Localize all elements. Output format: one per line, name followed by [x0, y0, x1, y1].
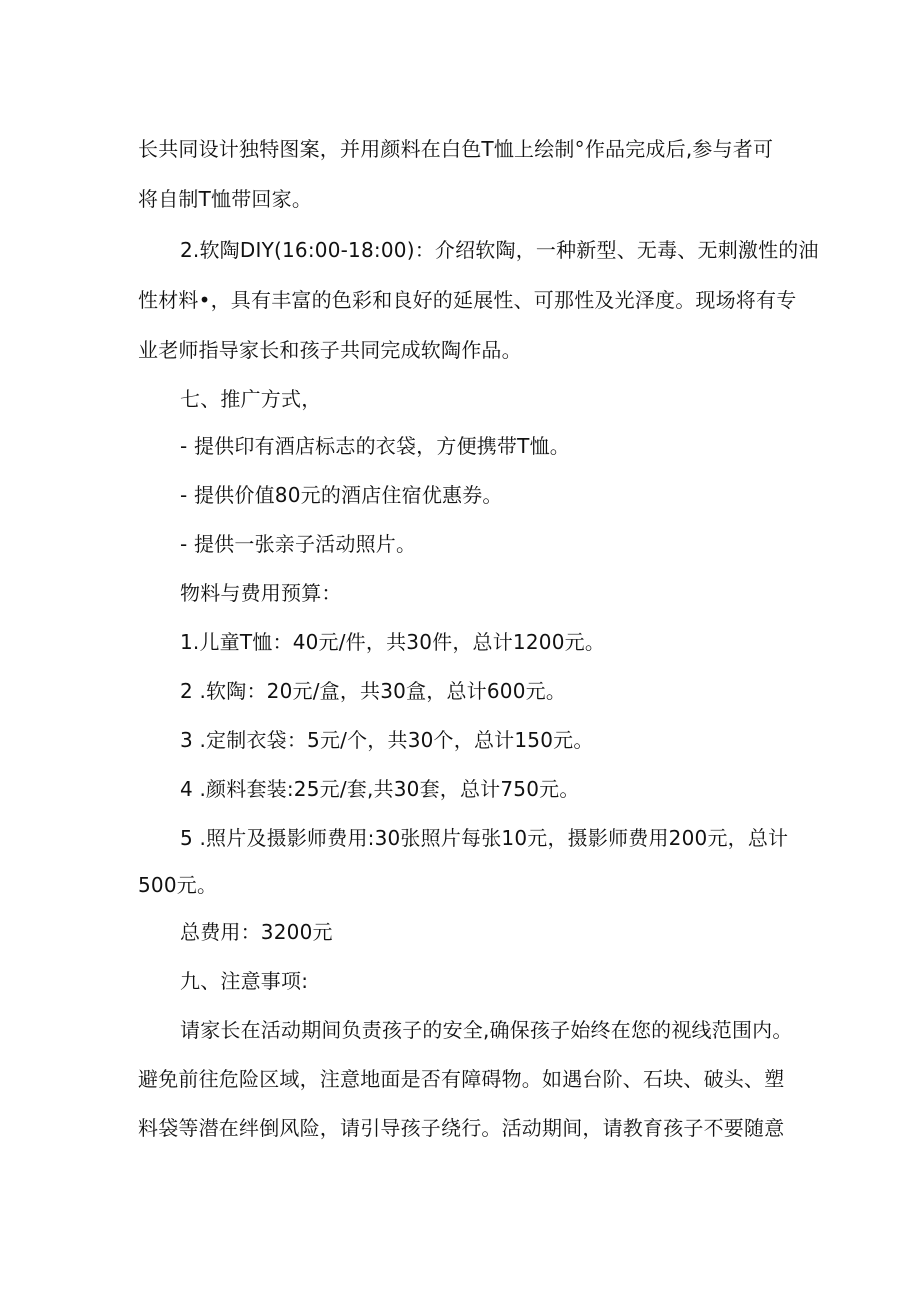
subheading-budget: 物料与费用预算： — [180, 581, 342, 605]
list-item: - 提供印有酒店标志的衣袋，方便携带T恤。 — [180, 434, 570, 458]
body-text-line: 性材料•，具有丰富的色彩和良好的延展性、可那性及光泽度。现场将有专 — [138, 288, 797, 312]
section-heading-notes: 九、注意事项: — [180, 969, 309, 993]
budget-item: 2 .软陶：20元/盒，共30盒，总计600元。 — [180, 679, 567, 703]
body-text-line: 500元。 — [138, 873, 218, 897]
list-item-clay-diy: 2.软陶DIY(16:00-18:00)：介绍软陶，一种新型、无毒、无刺激性的油 — [180, 238, 819, 262]
body-text-line: 避免前往危险区域，注意地面是否有障碍物。如遇台阶、石块、破头、塑 — [138, 1067, 785, 1091]
body-text-line: 长共同设计独特图案，并用颜料在白色T恤上绘制°作品完成后,参与者可 — [138, 137, 774, 161]
body-text-line: 请家长在活动期间负责孩子的安全,确保孩子始终在您的视线范围内。 — [180, 1018, 793, 1042]
budget-item: 5 .照片及摄影师费用:30张照片每张10元，摄影师费用200元，总计 — [180, 826, 789, 850]
body-text-line: 料袋等潜在绊倒风险，请引导孩子绕行。活动期间，请教育孩子不要随意 — [138, 1116, 785, 1140]
section-heading-promotion: 七、推广方式， — [180, 387, 322, 411]
body-text-line: 将自制T恤带回家。 — [138, 187, 313, 211]
budget-item: 1.儿童T恤：40元/件，共30件，总计1200元。 — [180, 630, 606, 654]
list-item: - 提供价值80元的酒店住宿优惠券。 — [180, 483, 503, 507]
list-item: - 提供一张亲子活动照片。 — [180, 532, 417, 556]
budget-item: 3 .定制衣袋：5元/个，共30个，总计150元。 — [180, 728, 594, 752]
body-text-line: 业老师指导家长和孩子共同完成软陶作品。 — [138, 338, 522, 362]
total-cost: 总费用：3200元 — [180, 920, 333, 944]
budget-item: 4 .颜料套装:25元/套,共30套，总计750元。 — [180, 777, 580, 801]
